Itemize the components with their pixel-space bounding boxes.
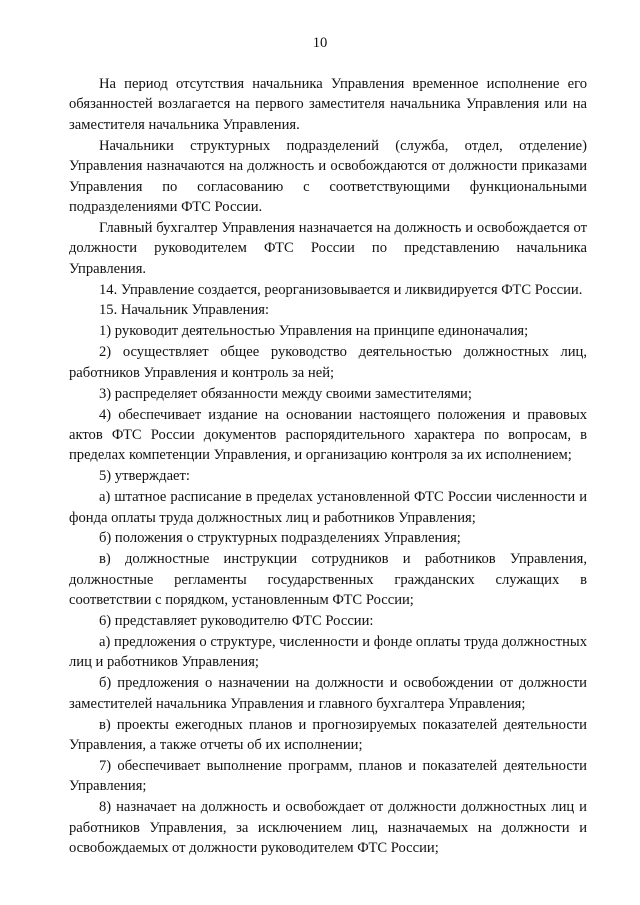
list-item-6b: б) предложения о назначении на должности и освобождении от должности заместителей начальника Управления и главного бухгалтера Управления;: [69, 675, 587, 712]
page-number: 10: [312, 35, 328, 51]
list-item-6a: а) предложения о структуре, численности и фонде оплаты труда должностных лиц и работников Управления;: [69, 633, 587, 671]
list-item-8: 8) назначает на должность и освобождает от должности должностных лиц и работников Управления, за исключением лиц, назначаемых на должности и освобождаемых от должности руководителем ФТС России;: [69, 799, 587, 857]
list-item-3: 3) распределяет обязанности между своими заместителями;: [99, 385, 472, 402]
list-item-5: 5) утверждает:: [99, 468, 190, 485]
list-item-7: 7) обеспечивает выполнение программ, планов и показателей деятельности Управления;: [69, 757, 587, 795]
paragraph-division-heads: Начальники структурных подразделений (служба, отдел, отделение) Управления назначаются на должность и освобождаются от должности приказами Управления по согласованию с соответствующими функциональными подразделениями ФТС России.: [69, 137, 587, 215]
document-body: [69, 74, 587, 859]
list-item-5a: а) штатное расписание в пределах установленной ФТС России численности и фонда оплаты труда должностных лиц и работников Управления;: [69, 489, 587, 526]
list-item-2: 2) осуществляет общее руководство деятельностью должностных лиц, работников Управления и контроль за ней;: [69, 344, 587, 381]
paragraph-15: 15. Начальник Управления:: [99, 302, 270, 319]
list-item-6: 6) представляет руководителю ФТС России:: [99, 613, 374, 630]
list-item-5b: б) положения о структурных подразделениях Управления;: [99, 530, 461, 547]
list-item-5v: в) должностные инструкции сотрудников и работников Управления, должностные регламенты государственных гражданских служащих в соответствии с порядком, установленным ФТС России;: [69, 551, 587, 609]
paragraph-14: 14. Управление создается, реорганизовывается и ликвидируется ФТС России.: [99, 281, 583, 298]
list-item-4: 4) обеспечивает издание на основании настоящего положения и правовых актов ФТС России документов распорядительного характера по вопросам, в пределах компетенции Управления, и организацию контроля за их исполнением;: [69, 406, 587, 464]
list-item-6v: в) проекты ежегодных планов и прогнозируемых показателей деятельности Управления, а также отчеты об их исполнении;: [69, 716, 587, 753]
paragraph-acting-head: На период отсутствия начальника Управления временное исполнение его обязанностей возлагается на первого заместителя начальника Управления или на заместителя начальника Управления.: [69, 76, 587, 133]
list-item-1: 1) руководит деятельностью Управления на принципе единоначалия;: [99, 323, 529, 340]
paragraph-chief-accountant: Главный бухгалтер Управления назначается на должность и освобождается от должности руководителем ФТС России по представлению начальника Управления.: [69, 219, 587, 277]
